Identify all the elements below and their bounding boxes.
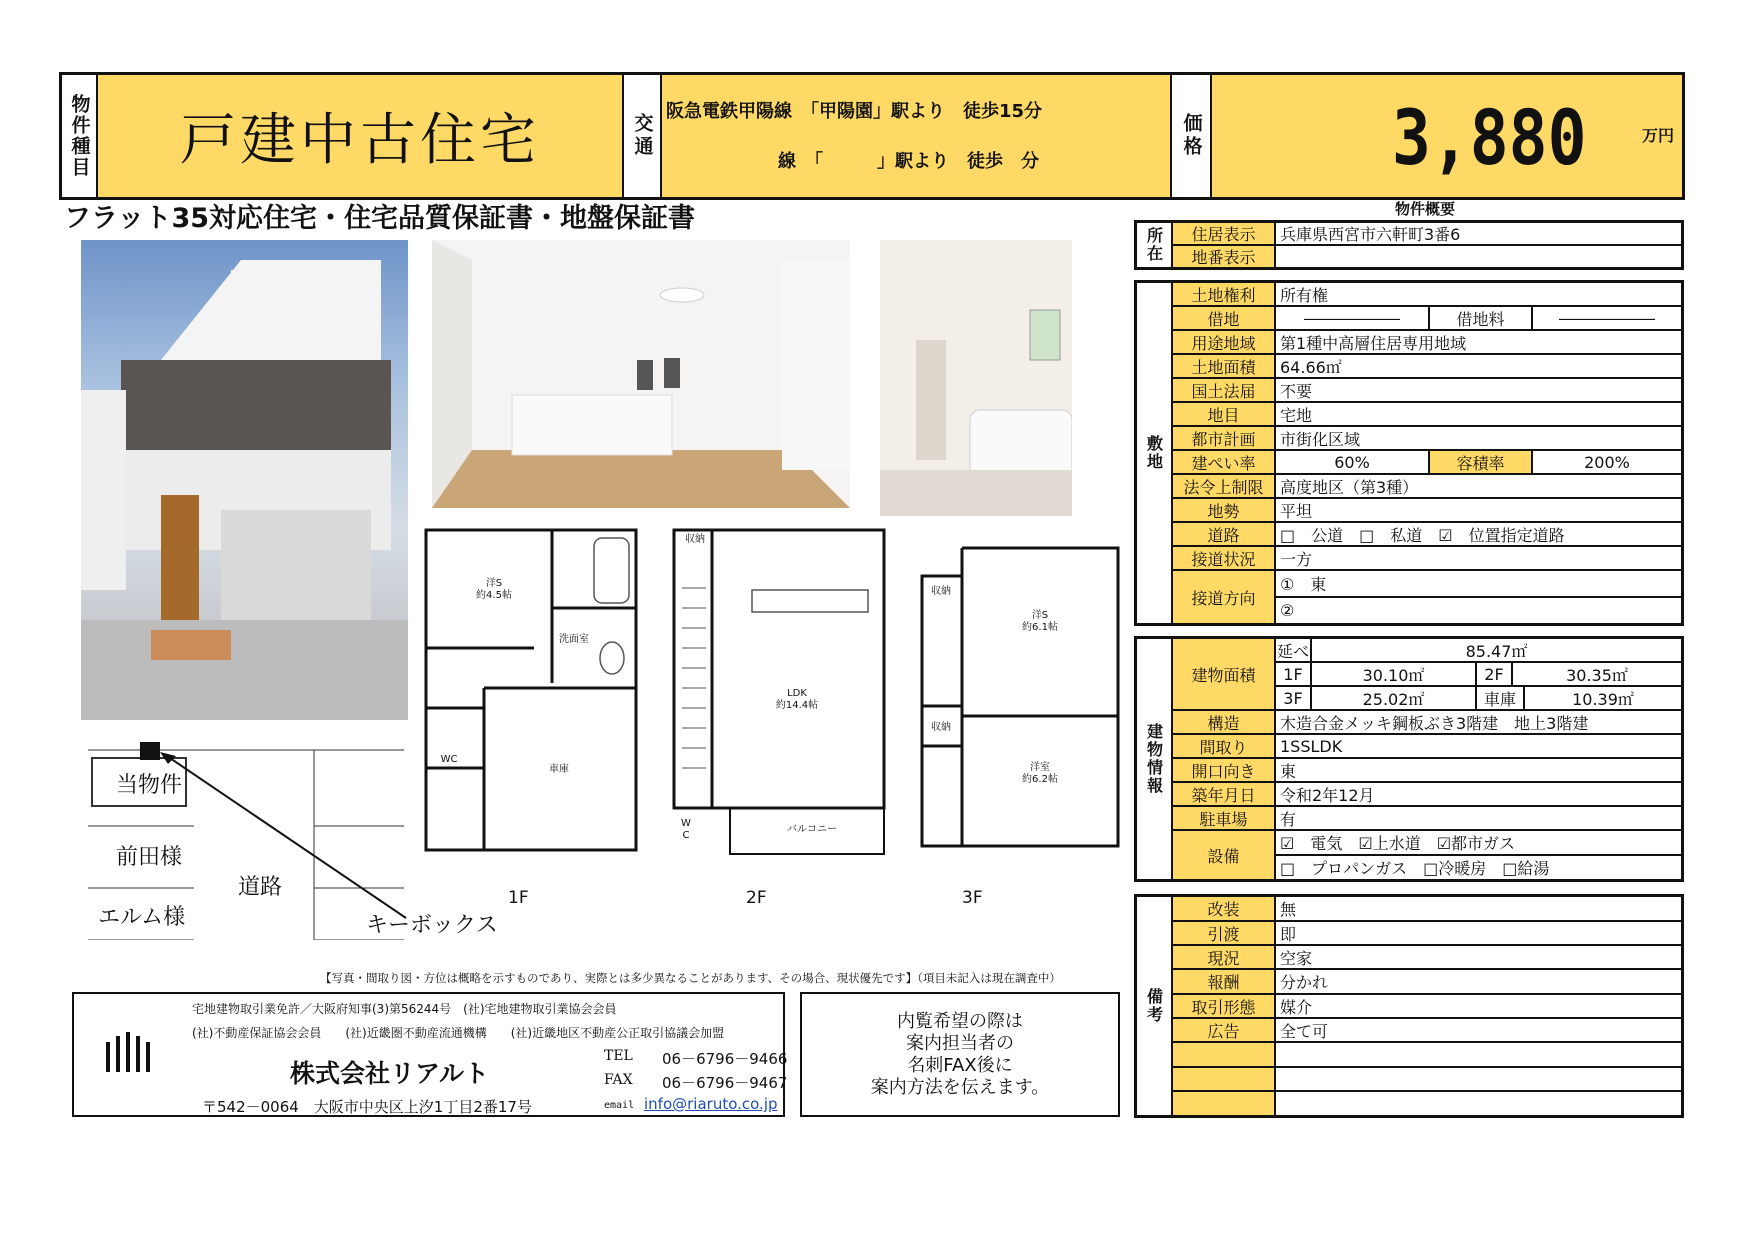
viewing-note-line4: 案内方法を伝えます。 (870, 1076, 1050, 1098)
property-type: 戸建中古住宅 (180, 108, 540, 173)
bathroom-photo (880, 240, 1072, 516)
remark-label-empty (1172, 1042, 1275, 1067)
remark-value-empty (1275, 1042, 1682, 1067)
fax-label: FAX (604, 1072, 633, 1088)
remark-value: 即 (1275, 921, 1682, 945)
fp3-storage-2: 収納 (931, 722, 951, 733)
company-assoc: (社)不動産保証協会会員 (社)近畿圏不動産流通機構 (社)近畿地区不動産公正取引協議会加盟 (192, 1026, 725, 1040)
map-elm: エルム様 (98, 905, 186, 930)
equipment-label: 設備 (1172, 830, 1275, 880)
map-keybox: キーボックス (366, 913, 498, 938)
legal-limit-value: 高度地区（第3種） (1275, 474, 1682, 498)
floor1-label: 1F (1275, 662, 1311, 686)
fp2-caption: 2F (746, 888, 767, 908)
viewing-note-line1: 内覧希望の際は (897, 1010, 1023, 1032)
ldk-photo (432, 240, 850, 508)
access-label (624, 75, 662, 197)
company-box (72, 992, 788, 1117)
terrain-label: 地勢 (1172, 498, 1275, 522)
fp1-wash: 洗面室 (559, 634, 589, 645)
parking-value: 有 (1275, 806, 1682, 830)
map-maeda: 前田様 (116, 845, 183, 870)
fp3-storage-1: 収納 (931, 586, 951, 597)
remark-value: 空家 (1275, 945, 1682, 969)
layout-value: 1SSLDK (1275, 734, 1682, 758)
fp3-room: 洋室 約6.2帖 (1022, 762, 1058, 785)
structure-label: 構造 (1172, 710, 1275, 734)
road-contact-value: 一方 (1275, 546, 1682, 570)
company-license: 宅地建物取引業免許／大阪府知事(3)第56244号 (社)宅地建物取引業協会会員 (192, 1002, 617, 1016)
remark-value: 無 (1275, 896, 1682, 921)
remark-label: 引渡 (1172, 921, 1275, 945)
national-land-value: 不要 (1275, 378, 1682, 402)
national-land-label: 国土法届 (1172, 378, 1275, 402)
fp2-storage: 収納 (685, 534, 705, 545)
city-plan-value: 市街化区域 (1275, 426, 1682, 450)
viewing-note-line3: 名刺FAX後に (907, 1054, 1013, 1076)
remark-label: 現況 (1172, 945, 1275, 969)
price-value: 3,880 (1392, 93, 1587, 182)
map-road: 道路 (238, 875, 283, 900)
lease-fee-label: 借地料 (1429, 306, 1532, 330)
facing-value: 東 (1275, 758, 1682, 782)
city-plan-label: 都市計画 (1172, 426, 1275, 450)
total-floor-label: 延べ (1275, 638, 1311, 662)
lot-label: 地番表示 (1172, 245, 1275, 268)
floor2-value: 30.35㎡ (1512, 662, 1682, 686)
address-label: 住居表示 (1172, 222, 1275, 245)
lease-fee-value: ―――――― (1532, 306, 1682, 330)
access-box (662, 75, 1172, 197)
zoning-value: 第1種中高層住居専用地域 (1275, 330, 1682, 354)
lot-value (1275, 245, 1682, 268)
company-address: 〒542－0064 大阪市中央区上汐1丁目2番17号 (202, 1098, 532, 1116)
far-label: 容積率 (1429, 450, 1532, 474)
floorplan-2f (672, 528, 888, 858)
fp1-room-s: 洋S 約4.5帖 (476, 578, 512, 601)
floor1-value: 30.10㎡ (1311, 662, 1476, 686)
viewing-note-line2: 案内担当者の (906, 1032, 1014, 1054)
remarks-group-label (1136, 896, 1172, 1116)
company-name: 株式会社リアルト (290, 1059, 490, 1088)
subtitle: フラット35対応住宅・住宅品質保証書・地盤保証書 (64, 203, 696, 234)
price-box (1212, 75, 1682, 197)
address-value: 兵庫県西宮市六軒町3番6 (1275, 222, 1682, 245)
coverage-label: 建ぺい率 (1172, 450, 1275, 474)
remark-label: 改装 (1172, 896, 1275, 921)
email-link[interactable]: info@riaruto.co.jp (644, 1095, 778, 1113)
map-property: 当物件 (116, 773, 183, 798)
company-logo-icon (106, 1032, 156, 1076)
parking-label: 駐車場 (1172, 806, 1275, 830)
floorplan-3f (920, 546, 1122, 852)
land-area-label: 土地面積 (1172, 354, 1275, 378)
land-rights-label: 土地権利 (1172, 282, 1275, 306)
road-direction-2: ② (1275, 597, 1682, 624)
remark-label-empty (1172, 1091, 1275, 1116)
tel-label: TEL (604, 1048, 633, 1064)
layout-label: 間取り (1172, 734, 1275, 758)
fp1-wc: WC (440, 754, 458, 765)
leased-label: 借地 (1172, 306, 1275, 330)
structure-value: 木造合金メッキ鋼板ぶき3階建 地上3階建 (1275, 710, 1682, 734)
tel-number: 06－6796－9466 (662, 1050, 788, 1068)
price-unit: 万円 (1642, 126, 1675, 145)
location-group-label (1136, 222, 1172, 268)
type-label (62, 75, 98, 197)
facing-label: 開口向き (1172, 758, 1275, 782)
remark-label: 報酬 (1172, 969, 1275, 994)
land-category-value: 宅地 (1275, 402, 1682, 426)
land-area-value: 64.66㎡ (1275, 354, 1682, 378)
land-rights-value: 所有権 (1275, 282, 1682, 306)
road-direction-label: 接道方向 (1172, 570, 1275, 624)
fp1-garage: 車庫 (549, 764, 569, 775)
remarks-group-text: 備考 (1144, 988, 1164, 1024)
email-label: email (604, 1100, 635, 1111)
floorplan-1f (424, 528, 639, 854)
equipment-line2: □ プロパンガス □冷暖房 □給湯 (1275, 855, 1682, 880)
legal-limit-label: 法令上制限 (1172, 474, 1275, 498)
overview-title: 物件概要 (1395, 200, 1456, 218)
access-line-1: 阪急電鉄甲陽線 「甲陽園」駅より 徒歩15分 (666, 101, 1043, 122)
fp3-caption: 3F (962, 888, 983, 908)
land-group-label (1136, 282, 1172, 624)
remark-value: 分かれ (1275, 969, 1682, 994)
road-contact-label: 接道状況 (1172, 546, 1275, 570)
exterior-photo (81, 240, 408, 720)
floorplan-1f-drawing (424, 528, 639, 854)
access-line-2: 線 「 」駅より 徒歩 分 (778, 151, 1039, 172)
disclaimer: 【写真・間取り図・方位は概略を示すものであり、実際とは多少異なることがあります、その場合、現状優先です】（項目未記入は現在調査中） (320, 971, 1061, 985)
leased-value: ―――――― (1275, 306, 1429, 330)
price-label-text: 価格 (1180, 113, 1203, 159)
fp1-caption: 1F (508, 888, 529, 908)
fp2-balcony: バルコニー (787, 824, 837, 835)
floor2-label: 2F (1476, 662, 1512, 686)
road-value: □ 公道 □ 私道 ☑ 位置指定道路 (1275, 522, 1682, 546)
type-value-box (98, 75, 624, 197)
price-label (1172, 75, 1212, 197)
equipment-line1: ☑ 電気 ☑上水道 ☑都市ガス (1275, 830, 1682, 855)
type-label-text: 物件種目 (68, 94, 91, 178)
far-value: 200% (1532, 450, 1682, 474)
land-group-text: 敷地 (1144, 435, 1164, 471)
built-date-value: 令和2年12月 (1275, 782, 1682, 806)
zoning-label: 用途地域 (1172, 330, 1275, 354)
remark-value-empty (1275, 1067, 1682, 1091)
building-group-label (1136, 638, 1172, 880)
land-category-label: 地目 (1172, 402, 1275, 426)
remark-value: 媒介 (1275, 994, 1682, 1018)
built-date-label: 築年月日 (1172, 782, 1275, 806)
building-group-text: 建物情報 (1144, 723, 1164, 795)
remark-label: 広告 (1172, 1018, 1275, 1042)
garage-area-value: 10.39㎡ (1524, 686, 1682, 710)
building-area-label: 建物面積 (1172, 638, 1275, 710)
remark-label-empty (1172, 1067, 1275, 1091)
floor3-label: 3F (1275, 686, 1311, 710)
terrain-value: 平坦 (1275, 498, 1682, 522)
floor3-value: 25.02㎡ (1311, 686, 1476, 710)
location-group-text: 所在 (1144, 227, 1164, 263)
remark-value: 全て可 (1275, 1018, 1682, 1042)
access-label-text: 交通 (631, 113, 654, 159)
remark-label: 取引形態 (1172, 994, 1275, 1018)
fp3-room-s: 洋S 約6.1帖 (1022, 610, 1058, 633)
total-floor-value: 85.47㎡ (1311, 638, 1682, 662)
remark-value-empty (1275, 1091, 1682, 1116)
road-direction-1: ① 東 (1275, 570, 1682, 597)
fp2-wc: W C (681, 818, 691, 841)
fax-number: 06－6796－9467 (662, 1074, 788, 1092)
coverage-value: 60% (1275, 450, 1429, 474)
viewing-note-box (800, 992, 1120, 1117)
garage-area-label: 車庫 (1476, 686, 1524, 710)
road-label: 道路 (1172, 522, 1275, 546)
fp2-ldk: LDK 約14.4帖 (775, 688, 819, 711)
